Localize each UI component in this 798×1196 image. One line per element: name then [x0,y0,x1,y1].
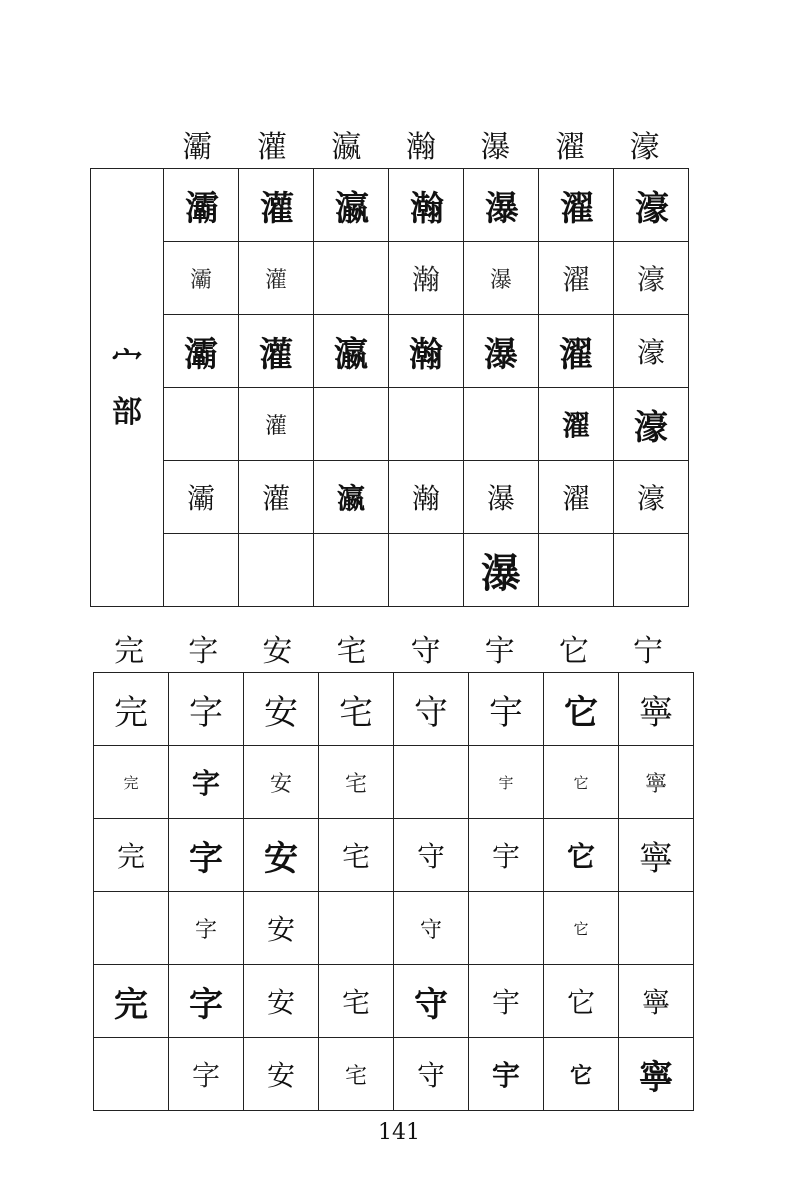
table-row [91,242,689,315]
glyph: 濯 [561,263,590,296]
table-cell [619,746,694,819]
table-cell [319,1038,394,1111]
table-cell [389,169,464,242]
table-cell [389,315,464,388]
table-row [94,819,694,892]
table-cell [469,819,544,892]
glyph: 瀚 [411,263,440,296]
glyph: 灌 [264,413,287,439]
table-cell [619,673,694,746]
section1-table [90,168,689,607]
table-cell [544,1038,619,1111]
glyph: 灌 [260,188,292,229]
seal-stamp-glyph: 瀑 [481,549,521,597]
table-cell [164,461,239,534]
glyph: 宅 [344,771,367,797]
glyph: 瀑 [485,188,517,229]
glyph: 它 [566,840,595,873]
table-cell [169,965,244,1038]
table-cell [164,315,239,388]
glyph: 灞 [184,334,218,375]
table-cell [239,242,314,315]
table-cell [614,169,689,242]
table-cell [319,892,394,965]
table-cell [94,1038,169,1111]
glyph: 灌 [261,482,290,515]
glyph: 宇 [489,692,523,733]
table-cell [244,673,319,746]
glyph: 安 [266,1059,295,1092]
table-cell [394,746,469,819]
glyph: 濠 [636,336,665,369]
table-cell [314,242,389,315]
table-cell [244,1038,319,1111]
table-cell [169,819,244,892]
table-cell [464,169,539,242]
header-char: 守 [410,634,441,669]
glyph: 瀚 [410,188,442,229]
glyph: 瀑 [484,334,518,375]
table-cell [469,965,544,1038]
glyph: 灞 [185,188,217,229]
table-cell [539,388,614,461]
table-cell [314,461,389,534]
table-cell [239,315,314,388]
glyph: 濠 [636,263,665,296]
table-cell [239,388,314,461]
table-cell [164,242,239,315]
table-row [91,534,689,607]
table-cell [94,673,169,746]
glyph: 濠 [635,188,667,229]
table-cell [169,1038,244,1111]
table-cell [239,534,314,607]
table-row [91,169,689,242]
glyph: 寧 [644,771,667,797]
table-cell [239,461,314,534]
glyph: 瀑 [489,267,512,293]
glyph: 它 [566,986,595,1019]
table-row [94,965,694,1038]
table-cell [314,388,389,461]
table-cell [619,965,694,1038]
header-char: 安 [262,634,293,669]
table-row [94,673,694,746]
table-cell [394,673,469,746]
glyph: 宅 [339,692,373,733]
table-cell [319,819,394,892]
radical-symbol: 宀 [112,344,142,380]
glyph: 守 [416,1059,445,1092]
table-row [94,746,694,819]
table-row [94,1038,694,1111]
table-cell [544,965,619,1038]
table-cell [614,242,689,315]
table-cell [469,1038,544,1111]
table-cell [389,534,464,607]
glyph: 宇 [491,986,520,1019]
table-cell [464,242,539,315]
header-char: 濯 [555,130,586,165]
table-cell [319,673,394,746]
glyph: 安 [266,913,295,946]
glyph: 瀑 [486,482,515,515]
glyph: 字 [191,1059,220,1092]
glyph: 瀛 [335,188,367,229]
table-cell [389,388,464,461]
glyph: 完 [123,773,139,792]
table-cell [244,819,319,892]
table-cell [319,746,394,819]
glyph: 安 [264,838,298,879]
glyph: 它 [573,919,589,938]
table-cell [244,746,319,819]
table-cell [394,1038,469,1111]
glyph: 完 [116,840,145,873]
glyph: 灌 [259,334,293,375]
table-cell [164,169,239,242]
table-cell [544,746,619,819]
header-char: 宅 [336,634,367,669]
table-cell [619,892,694,965]
glyph: 瀛 [336,482,365,515]
table-cell [464,534,539,607]
table-cell [464,461,539,534]
glyph: 安 [269,771,292,797]
table-cell [539,461,614,534]
glyph: 寧 [641,986,670,1019]
table-cell [464,388,539,461]
glyph: 它 [564,692,598,733]
glyph: 完 [114,984,148,1025]
glyph: 寧 [639,1057,673,1098]
glyph: 濠 [636,482,665,515]
header-char: 宇 [484,634,515,669]
table-cell [389,461,464,534]
table-cell [314,315,389,388]
table-cell [619,1038,694,1111]
glyph: 完 [114,692,148,733]
glyph: 寧 [639,692,673,733]
table-cell [239,169,314,242]
table-cell [394,892,469,965]
glyph: 灞 [186,482,215,515]
glyph: 宅 [344,1063,367,1089]
table-cell [94,819,169,892]
radical-label [91,169,164,607]
table-cell [94,746,169,819]
glyph: 灌 [264,267,287,293]
section2-header [92,622,685,674]
table-cell [544,673,619,746]
table-cell [544,819,619,892]
table-cell [394,819,469,892]
table-cell [614,461,689,534]
radical-word: 部 [112,394,142,430]
table-cell [539,315,614,388]
glyph: 字 [189,692,223,733]
header-char: 濠 [629,130,660,165]
header-char: 瀑 [480,130,511,165]
table-cell [169,746,244,819]
table-cell [94,965,169,1038]
glyph: 守 [419,917,442,943]
glyph: 瀚 [411,482,440,515]
table-cell [164,534,239,607]
glyph: 字 [189,838,223,879]
glyph: 瀛 [334,334,368,375]
table-cell [169,673,244,746]
glyph: 守 [414,984,448,1025]
table-cell [164,388,239,461]
glyph: 守 [416,840,445,873]
glyph: 宇 [491,840,520,873]
glyph: 它 [573,773,589,792]
table-cell [614,315,689,388]
table-cell [539,169,614,242]
table-cell [539,242,614,315]
table-cell [169,892,244,965]
table-row [94,892,694,965]
table-cell [394,965,469,1038]
header-char: 灌 [256,130,287,165]
table-cell [614,388,689,461]
table-cell [314,534,389,607]
glyph: 宇 [491,1059,520,1092]
table-cell [469,746,544,819]
header-char: 灞 [182,130,213,165]
table-row [91,461,689,534]
glyph: 字 [191,767,220,800]
glyph: 宅 [341,986,370,1019]
table-row [91,388,689,461]
header-char: 瀚 [405,130,436,165]
table-row [91,315,689,388]
glyph: 宅 [341,840,370,873]
glyph: 灞 [189,267,212,293]
glyph: 濯 [561,482,590,515]
table-cell [469,673,544,746]
glyph: 宇 [498,773,514,792]
table-cell [619,819,694,892]
glyph: 它 [569,1062,592,1089]
table-cell [544,892,619,965]
glyph: 字 [194,917,217,943]
table-cell [539,534,614,607]
table-cell [469,892,544,965]
page-number: 141 [378,1120,420,1145]
table-cell [389,242,464,315]
header-char: 宁 [632,634,663,669]
table-cell [94,892,169,965]
glyph: 濯 [561,409,590,442]
header-char: 它 [558,634,589,669]
glyph: 瀚 [409,334,443,375]
table-cell [244,965,319,1038]
glyph: 安 [264,692,298,733]
header-char: 完 [114,634,145,669]
section2-table [93,672,694,1111]
table-cell [314,169,389,242]
table-cell [464,315,539,388]
header-char: 字 [188,634,219,669]
section1-header [160,118,682,170]
table-cell [319,965,394,1038]
table-cell [244,892,319,965]
glyph: 字 [189,984,223,1025]
glyph: 安 [266,986,295,1019]
header-char: 瀛 [331,130,362,165]
table-cell [614,534,689,607]
glyph: 濠 [634,407,668,448]
glyph: 守 [414,692,448,733]
glyph: 濯 [560,188,592,229]
glyph: 寧 [639,838,673,879]
glyph: 濯 [559,334,593,375]
